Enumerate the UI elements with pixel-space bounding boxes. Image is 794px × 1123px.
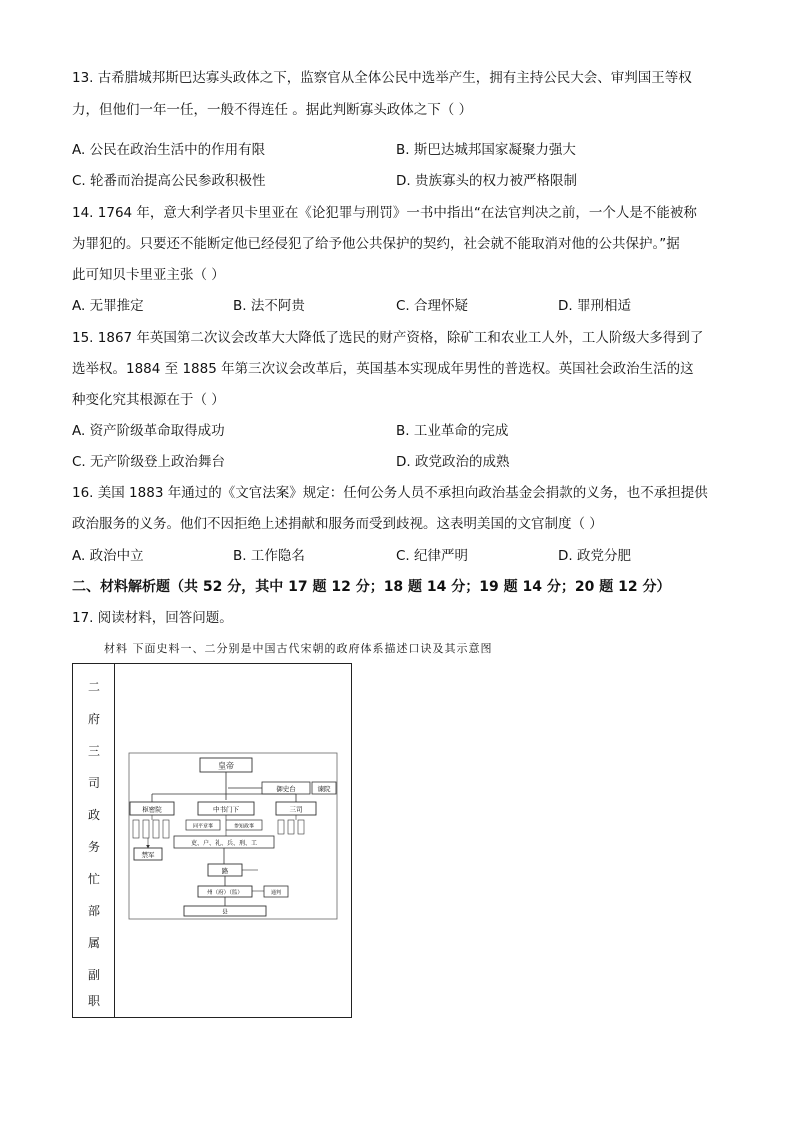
mnemonic-char: 属: [87, 936, 100, 950]
mnemonic-char: 三: [87, 744, 100, 758]
q15-option-c: C. 无产阶级登上政治舞台: [72, 454, 226, 470]
q16-option-b: B. 工作隐名: [233, 548, 305, 564]
secretariat-label: 中书门下: [213, 805, 239, 814]
material-caption: 材料 下面史料一、二分别是中国古代宋朝的政府体系描述口诀及其示意图: [104, 642, 493, 655]
q14-option-d: D. 罪刑相适: [558, 298, 631, 314]
privy-council-label: 枢密院: [142, 805, 162, 814]
mnemonic-char: 政: [87, 808, 100, 822]
q16-option-a: A. 政治中立: [72, 548, 144, 564]
q15-option-b: B. 工业革命的完成: [396, 423, 509, 439]
q16-option-c: C. 纪律严明: [396, 548, 469, 564]
circuit-label: 路: [221, 867, 229, 875]
q16-stem-line-2: 政治服务的义务。他们不因拒绝上述捐献和服务而受到歧视。这表明美国的文官制度（ ）: [72, 516, 603, 532]
remonstrance-label: 谏院: [317, 785, 331, 793]
county-label: 县: [222, 909, 228, 916]
q13-option-c: C. 轮番而治提高公民参政积极性: [72, 173, 266, 189]
vice-chancellor-label: 参知政事: [233, 823, 255, 830]
q17-stem: 17. 阅读材料，回答问题。: [72, 610, 233, 626]
tongpan-label: 通判: [270, 890, 282, 896]
six-ministries-label: 吏、户、礼、兵、刑、工: [190, 840, 258, 847]
mnemonic-char: 副: [87, 968, 100, 982]
mnemonic-char: 务: [87, 840, 100, 854]
prefecture-label: 州（府）（监）: [207, 890, 243, 896]
q14-stem-line-1: 14. 1764 年，意大利学者贝卡里亚在《论犯罪与刑罚》一书中指出“在法官判决之前，一个人是不能被称: [72, 205, 697, 221]
censorate-label: 御史台: [276, 785, 296, 793]
mnemonic-char: 职: [87, 994, 100, 1008]
mnemonic-char: 司: [87, 776, 100, 790]
q16-stem-line-1: 16. 美国 1883 年通过的《文官法案》规定：任何公务人员不承担向政治基金会捐款的义务，也不承担提供: [72, 485, 708, 501]
mnemonic-char: 部: [87, 904, 100, 918]
q14-option-a: A. 无罪推定: [72, 298, 144, 314]
q15-stem-line-3: 种变化究其根源在于（ ）: [72, 392, 225, 408]
q13-option-d: D. 贵族寡头的权力被严格限制: [396, 173, 577, 189]
chancellor-label: 同平章事: [192, 823, 214, 830]
q13-stem-line-1: 13. 古希腊城邦斯巴达寡头政体之下，监察官从全体公民中选举产生，拥有主持公民大会、审判国王等权: [72, 70, 692, 86]
q14-stem-line-2: 为罪犯的。只要还不能断定他已经侵犯了给予他公共保护的契约，社会就不能取消对他的公共保护。”据: [72, 236, 680, 252]
q15-stem-line-1: 15. 1867 年英国第二次议会改革大大降低了选民的财产资格，除矿工和农业工人外，工人阶级大多得到了: [72, 330, 704, 346]
three-offices-label: 三司: [289, 805, 303, 814]
q16-option-d: D. 政党分肥: [558, 548, 631, 564]
q15-stem-line-2: 选举权。1884 至 1885 年第三次议会改革后，英国基本实现成年男性的普选权。英国社会政治生活的这: [72, 361, 694, 377]
section-title: 二、材料解析题（共 52 分，其中 17 题 12 分；18 题 14 分；19 题 14 分；20 题 12 分）: [72, 579, 671, 595]
q14-option-b: B. 法不阿贵: [233, 298, 305, 314]
q14-stem-line-3: 此可知贝卡里亚主张（ ）: [72, 267, 225, 283]
mnemonic-char: 忙: [87, 872, 100, 886]
q13-stem-line-2: 力，但他们一年一任，一般不得连任 。据此判断寡头政体之下（ ）: [72, 102, 473, 118]
q13-option-a: A. 公民在政治生活中的作用有限: [72, 142, 266, 158]
q14-option-c: C. 合理怀疑: [396, 298, 469, 314]
government-diagram: [128, 752, 340, 922]
q15-option-a: A. 资产阶级革命取得成功: [72, 423, 225, 439]
mnemonic-char: 二: [87, 680, 100, 694]
imperial-army-label: 禁军: [141, 851, 155, 859]
mnemonic-column: [73, 664, 115, 1017]
emperor-label: 皇帝: [218, 761, 234, 771]
q15-option-d: D. 政党政治的成熟: [396, 454, 510, 470]
mnemonic-char: 府: [87, 712, 100, 726]
q13-option-b: B. 斯巴达城邦国家凝聚力强大: [396, 142, 576, 158]
